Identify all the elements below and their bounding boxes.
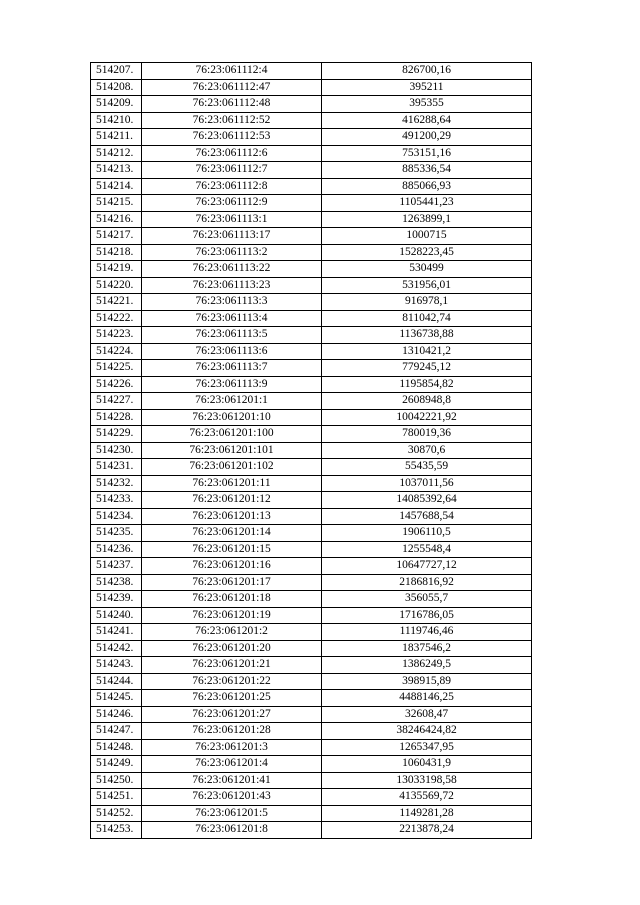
cadastral-value-cell: 10042221,92 [322,409,532,426]
table-row [91,261,532,278]
table-row [91,789,532,806]
row-number-cell: 514234. [91,508,142,525]
row-number-cell: 514237. [91,558,142,575]
cadastral-number-cell: 76:23:061113:7 [142,360,322,377]
cadastral-value-cell: 885066,93 [322,178,532,195]
row-number-cell: 514219. [91,261,142,278]
row-number-cell: 514239. [91,591,142,608]
cadastral-number-cell: 76:23:061112:48 [142,96,322,113]
table-row [91,574,532,591]
cadastral-number-cell: 76:23:061201:102 [142,459,322,476]
cadastral-number-cell: 76:23:061201:14 [142,525,322,542]
row-number-cell: 514230. [91,442,142,459]
cadastral-number-cell: 76:23:061201:11 [142,475,322,492]
cadastral-value-cell: 356055,7 [322,591,532,608]
table-row [91,409,532,426]
row-number-cell: 514242. [91,640,142,657]
row-number-cell: 514249. [91,756,142,773]
cadastral-number-cell: 76:23:061201:21 [142,657,322,674]
table-row [91,805,532,822]
cadastral-value-cell: 826700,16 [322,63,532,80]
cadastral-value-cell: 2608948,8 [322,393,532,410]
cadastral-number-cell: 76:23:061201:5 [142,805,322,822]
table-row [91,657,532,674]
row-number-cell: 514214. [91,178,142,195]
table-row [91,525,532,542]
row-number-cell: 514251. [91,789,142,806]
cadastral-value-cell: 1195854,82 [322,376,532,393]
table-row [91,822,532,839]
table-row [91,624,532,641]
table-row [91,541,532,558]
cadastral-number-cell: 76:23:061112:6 [142,145,322,162]
table-row [91,756,532,773]
cadastral-value-cell: 14085392,64 [322,492,532,509]
cadastral-number-cell: 76:23:061201:1 [142,393,322,410]
row-number-cell: 514245. [91,690,142,707]
row-number-cell: 514224. [91,343,142,360]
row-number-cell: 514210. [91,112,142,129]
table-row [91,277,532,294]
cadastral-value-cell: 4488146,25 [322,690,532,707]
row-number-cell: 514218. [91,244,142,261]
row-number-cell: 514222. [91,310,142,327]
cadastral-value-cell: 753151,16 [322,145,532,162]
table-row [91,393,532,410]
table-row [91,376,532,393]
table-row [91,640,532,657]
cadastral-value-cell: 1136738,88 [322,327,532,344]
table-row [91,327,532,344]
cadastral-value-cell: 1265347,95 [322,739,532,756]
row-number-cell: 514235. [91,525,142,542]
row-number-cell: 514223. [91,327,142,344]
cadastral-number-cell: 76:23:061201:18 [142,591,322,608]
table-row [91,772,532,789]
cadastral-value-cell: 13033198,58 [322,772,532,789]
cadastral-value-cell: 395211 [322,79,532,96]
cadastral-value-cell: 1255548,4 [322,541,532,558]
cadastral-number-cell: 76:23:061113:5 [142,327,322,344]
row-number-cell: 514208. [91,79,142,96]
row-number-cell: 514216. [91,211,142,228]
table-row [91,739,532,756]
cadastral-number-cell: 76:23:061201:101 [142,442,322,459]
row-number-cell: 514220. [91,277,142,294]
cadastral-number-cell: 76:23:061201:4 [142,756,322,773]
table-row [91,63,532,80]
table-row [91,442,532,459]
cadastral-value-cell: 1149281,28 [322,805,532,822]
cadastral-value-cell: 916978,1 [322,294,532,311]
cadastral-value-cell: 398915,89 [322,673,532,690]
cadastral-number-cell: 76:23:061112:7 [142,162,322,179]
cadastral-value-cell: 1457688,54 [322,508,532,525]
cadastral-number-cell: 76:23:061201:100 [142,426,322,443]
row-number-cell: 514233. [91,492,142,509]
cadastral-value-cell: 30870,6 [322,442,532,459]
table-row [91,112,532,129]
cadastral-value-cell: 1105441,23 [322,195,532,212]
cadastral-number-cell: 76:23:061201:17 [142,574,322,591]
table-row [91,343,532,360]
cadastral-value-cell: 416288,64 [322,112,532,129]
table-row [91,360,532,377]
cadastral-number-cell: 76:23:061112:9 [142,195,322,212]
cadastral-value-cell: 885336,54 [322,162,532,179]
cadastral-value-cell: 1837546,2 [322,640,532,657]
table-row [91,96,532,113]
table-row [91,294,532,311]
row-number-cell: 514207. [91,63,142,80]
row-number-cell: 514226. [91,376,142,393]
cadastral-value-table [90,62,532,839]
row-number-cell: 514247. [91,723,142,740]
row-number-cell: 514229. [91,426,142,443]
cadastral-value-cell: 1263899,1 [322,211,532,228]
row-number-cell: 514241. [91,624,142,641]
cadastral-value-cell: 55435,59 [322,459,532,476]
cadastral-number-cell: 76:23:061113:22 [142,261,322,278]
table-row [91,211,532,228]
cadastral-number-cell: 76:23:061201:12 [142,492,322,509]
cadastral-number-cell: 76:23:061201:16 [142,558,322,575]
table-row [91,145,532,162]
row-number-cell: 514228. [91,409,142,426]
cadastral-number-cell: 76:23:061201:43 [142,789,322,806]
row-number-cell: 514236. [91,541,142,558]
row-number-cell: 514244. [91,673,142,690]
cadastral-number-cell: 76:23:061201:10 [142,409,322,426]
row-number-cell: 514221. [91,294,142,311]
row-number-cell: 514252. [91,805,142,822]
row-number-cell: 514250. [91,772,142,789]
cadastral-value-cell: 38246424,82 [322,723,532,740]
cadastral-value-cell: 2213878,24 [322,822,532,839]
cadastral-number-cell: 76:23:061112:52 [142,112,322,129]
table-row [91,607,532,624]
cadastral-value-cell: 4135569,72 [322,789,532,806]
table-row [91,228,532,245]
cadastral-number-cell: 76:23:061201:41 [142,772,322,789]
table-row [91,244,532,261]
cadastral-number-cell: 76:23:061113:6 [142,343,322,360]
table-row [91,178,532,195]
cadastral-number-cell: 76:23:061112:8 [142,178,322,195]
cadastral-value-cell: 1906110,5 [322,525,532,542]
row-number-cell: 514209. [91,96,142,113]
cadastral-number-cell: 76:23:061112:4 [142,63,322,80]
row-number-cell: 514217. [91,228,142,245]
cadastral-value-cell: 1000715 [322,228,532,245]
table-row [91,162,532,179]
cadastral-value-cell: 1060431,9 [322,756,532,773]
cadastral-value-cell: 780019,36 [322,426,532,443]
cadastral-number-cell: 76:23:061113:3 [142,294,322,311]
cadastral-value-cell: 1528223,45 [322,244,532,261]
row-number-cell: 514231. [91,459,142,476]
cadastral-value-cell: 32608,47 [322,706,532,723]
cadastral-value-cell: 1310421,2 [322,343,532,360]
cadastral-value-cell: 491200,29 [322,129,532,146]
table-row [91,129,532,146]
row-number-cell: 514243. [91,657,142,674]
cadastral-number-cell: 76:23:061201:15 [142,541,322,558]
table-row [91,508,532,525]
cadastral-number-cell: 76:23:061201:3 [142,739,322,756]
cadastral-value-cell: 530499 [322,261,532,278]
cadastral-number-cell: 76:23:061113:4 [142,310,322,327]
cadastral-number-cell: 76:23:061201:2 [142,624,322,641]
table-row [91,492,532,509]
cadastral-value-cell: 10647727,12 [322,558,532,575]
cadastral-number-cell: 76:23:061113:2 [142,244,322,261]
row-number-cell: 514225. [91,360,142,377]
row-number-cell: 514240. [91,607,142,624]
row-number-cell: 514227. [91,393,142,410]
cadastral-number-cell: 76:23:061113:1 [142,211,322,228]
row-number-cell: 514248. [91,739,142,756]
table-row [91,195,532,212]
cadastral-value-cell: 1386249,5 [322,657,532,674]
table-row [91,79,532,96]
cadastral-number-cell: 76:23:061201:25 [142,690,322,707]
table-row [91,558,532,575]
table-row [91,310,532,327]
table-row [91,426,532,443]
cadastral-value-cell: 2186816,92 [322,574,532,591]
cadastral-value-cell: 779245,12 [322,360,532,377]
cadastral-number-cell: 76:23:061201:27 [142,706,322,723]
row-number-cell: 514215. [91,195,142,212]
table-row [91,459,532,476]
row-number-cell: 514211. [91,129,142,146]
cadastral-value-cell: 1119746,46 [322,624,532,641]
table-row [91,673,532,690]
cadastral-number-cell: 76:23:061201:19 [142,607,322,624]
cadastral-value-cell: 1716786,05 [322,607,532,624]
row-number-cell: 514213. [91,162,142,179]
cadastral-number-cell: 76:23:061201:20 [142,640,322,657]
cadastral-number-cell: 76:23:061201:13 [142,508,322,525]
table-body [91,63,532,839]
cadastral-value-cell: 395355 [322,96,532,113]
cadastral-number-cell: 76:23:061113:17 [142,228,322,245]
cadastral-value-cell: 531956,01 [322,277,532,294]
row-number-cell: 514212. [91,145,142,162]
row-number-cell: 514246. [91,706,142,723]
row-number-cell: 514238. [91,574,142,591]
table-row [91,591,532,608]
cadastral-number-cell: 76:23:061112:47 [142,79,322,96]
cadastral-number-cell: 76:23:061201:8 [142,822,322,839]
cadastral-number-cell: 76:23:061113:9 [142,376,322,393]
cadastral-number-cell: 76:23:061201:22 [142,673,322,690]
cadastral-value-cell: 1037011,56 [322,475,532,492]
row-number-cell: 514253. [91,822,142,839]
table-row [91,690,532,707]
cadastral-number-cell: 76:23:061201:28 [142,723,322,740]
cadastral-number-cell: 76:23:061112:53 [142,129,322,146]
row-number-cell: 514232. [91,475,142,492]
table-row [91,475,532,492]
cadastral-number-cell: 76:23:061113:23 [142,277,322,294]
table-row [91,706,532,723]
table-row [91,723,532,740]
cadastral-value-cell: 811042,74 [322,310,532,327]
